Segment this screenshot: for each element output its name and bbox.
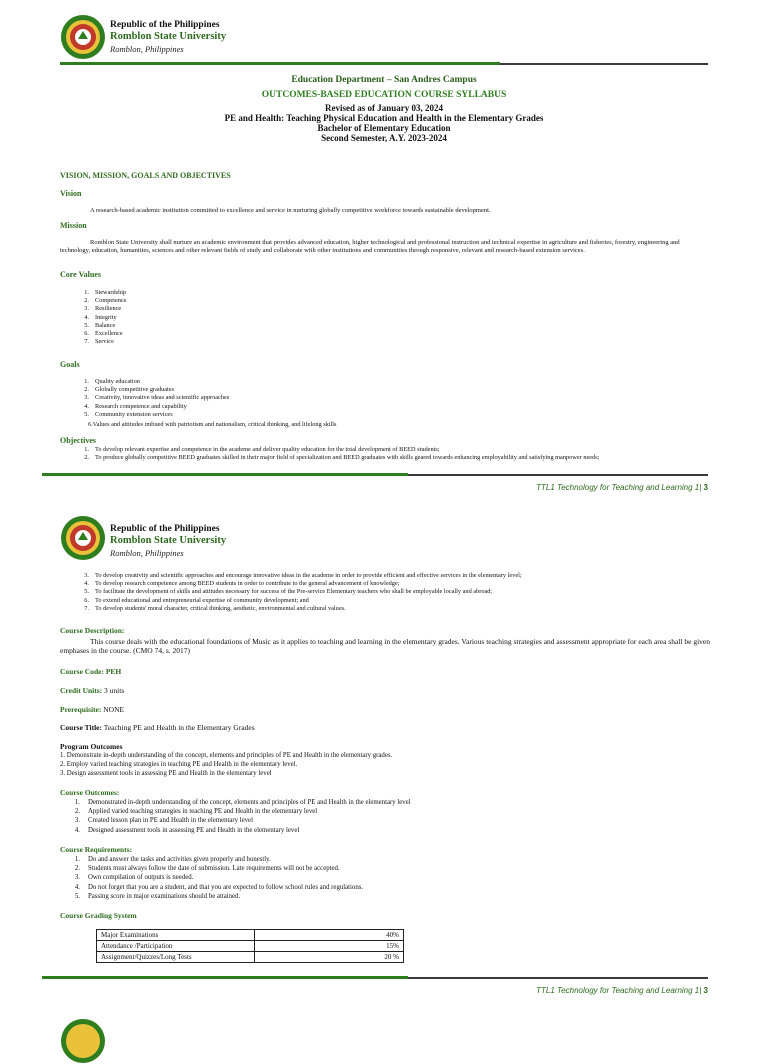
list-item: 3. Resilience <box>84 305 122 313</box>
revised-date: Revised as of January 03, 2024 <box>324 103 443 113</box>
grading-weight: 20 % <box>255 952 404 963</box>
program-outcomes-label: Program Outcomes <box>60 742 123 751</box>
program-name: Bachelor of Elementary Education <box>317 123 451 133</box>
grading-system-label: Course Grading System <box>60 911 137 920</box>
table-row <box>97 941 404 952</box>
goal-6: 6.Values and attitudes imbued with patriotism and nationalism, critical thinking, and lifelong skills <box>88 421 337 428</box>
list-item: 2. To produce globally competitive BEED graduates skilled in their major field of specialization and BEED graduates with skills geared towards enhancing employability and satisfying manpower needs; <box>84 454 600 462</box>
course-outcomes-label: Course Outcomes: <box>60 788 120 797</box>
header-rule-green <box>60 62 500 65</box>
syllabus-page-1 <box>0 0 768 498</box>
vision-label: Vision <box>60 189 82 198</box>
list-item: 1. To develop relevant expertise and competence in the academe and deliver quality education for the total development of BEED students; <box>84 446 440 453</box>
list-item: 4. To develop research competence among BEED students in order to contribute to the general advancement of knowledge; <box>84 580 400 588</box>
objectives-list <box>76 446 716 462</box>
course-requirements-list <box>60 855 710 901</box>
list-item: 4. Designed assessment tools in assessing PE and Health in the elementary level <box>74 826 300 834</box>
list-item: 1. Do and answer the tasks and activities given properly and honestly. <box>74 856 271 863</box>
list-item: 3. Created lesson plan in PE and Health in the elementary level <box>74 817 253 825</box>
list-item: 3. Creativity, innovative ideas and scientific approaches <box>84 394 230 402</box>
table-row <box>97 952 404 963</box>
list-item: 2. Applied varied teaching strategies in teaching PE and Health in the elementary level <box>74 808 318 816</box>
goals-list <box>76 378 229 419</box>
list-item: 1. Stewardship <box>84 289 127 296</box>
list-item: 2. Employ varied teaching strategies in teaching PE and Health in the elementary level. <box>60 761 298 769</box>
course-requirements-label: Course Requirements: <box>60 845 133 854</box>
list-item: 3. Own compilation of outputs is needed. <box>74 874 194 882</box>
header-rule-dark <box>500 63 708 65</box>
core-values-label: Core Values <box>60 270 101 279</box>
course-description-text: This course deals with the educational foundations of Music as it applies to teaching and learning in the elementary grades. Various teaching strategies and assessment appropriate for each area shall be given emphases in the course. (CMO 74, s. 2017) <box>60 637 710 655</box>
program-outcomes-list <box>60 751 710 779</box>
list-item: 5. To facilitate the development of skills and attitudes necessary for success of the Pre-service Elementary teachers who shall be employable locally and abroad; <box>84 588 493 596</box>
grading-item: Assignment/Quizzes/Long Tests <box>97 952 255 963</box>
grading-table <box>96 929 404 963</box>
list-item: 4. Research competence and capability <box>84 402 187 410</box>
university-seal-icon <box>60 1018 106 1064</box>
list-item: 4. Integrity <box>84 313 117 321</box>
course-title: Course Title: Teaching PE and Health in the Elementary Grades <box>60 723 255 732</box>
list-item: 5. Community extension services <box>84 410 173 418</box>
course-code: Course Code: PEH <box>60 667 122 676</box>
footer-rule-green <box>42 976 408 979</box>
prerequisite: Prerequisite: NONE <box>60 705 125 714</box>
university-header <box>110 523 226 559</box>
list-item: 7. Service <box>84 338 114 346</box>
goals-label: Goals <box>60 360 80 369</box>
grading-weight: 15% <box>255 941 404 952</box>
department-title: Education Department – San Andres Campus <box>291 75 477 85</box>
list-item: 1. Demonstrated in-depth understanding of the concept, elements and principles of PE and Health in the elementary level <box>74 799 411 806</box>
university-seal-icon <box>60 515 106 561</box>
list-item: 3. To develop creativity and scientific approaches and encourage innovative ideas in the academe in order to provide efficient and effective services in the elementary level; <box>84 572 522 579</box>
header-location: Romblon, Philippines <box>110 44 184 54</box>
university-header <box>110 19 226 55</box>
list-item: 4. Do not forget that you are a student, and that you are expected to follow school rules and regulations. <box>74 883 364 891</box>
list-item: 2. Competence <box>84 297 127 305</box>
syllabus-title: OUTCOMES-BASED EDUCATION COURSE SYLLABUS <box>261 90 507 100</box>
list-item: 6. Excellence <box>84 330 123 338</box>
credit-units: Credit Units: 3 units <box>60 686 125 695</box>
grading-weight: 40% <box>255 930 404 941</box>
list-item: 1. Demonstrate in-depth understanding of the concept, elements and principles of PE and Health in the elementary grades. <box>60 752 393 759</box>
page-footer: TTL1 Technology for Teaching and Learning 1| 3 <box>536 483 708 492</box>
list-item: 5. Passing score in major examinations should be attained. <box>74 892 241 900</box>
page-number: 3 <box>703 986 708 995</box>
list-item: 3. Design assessment tools in assessing PE and Health in the elementary level <box>60 770 272 778</box>
header-country: Republic of the Philippines <box>110 524 220 534</box>
core-values-list <box>76 289 126 346</box>
footer-rule-dark <box>408 474 708 476</box>
page-number: 3 <box>703 483 708 492</box>
header-university: Romblon State University <box>110 31 227 42</box>
objectives-label: Objectives <box>60 436 96 445</box>
objectives-list-continued <box>76 572 716 613</box>
list-item: 6. To extend educational and entrepreneurial expertise of community development; and <box>84 596 309 604</box>
university-seal-icon <box>60 14 106 60</box>
grading-item: Major Examinations <box>97 930 255 941</box>
footer-rule-green <box>42 473 408 476</box>
table-row <box>97 930 404 941</box>
list-item: 7. To develop students' moral character, critical thinking, aesthetic, environmental and cultural values. <box>84 604 346 612</box>
mission-text: Romblon State University shall nurture an academic environment that provides advanced education, higher technological and professional instruction and technical expertise in agriculture and fisheries, forestry, engineering and technology, education, humanities, sciences and other relevant fields of study and collaborate with other institutions and communities through responsive, relevant and research-based extension services. <box>60 239 680 254</box>
list-item: 1. Quality education <box>84 378 140 385</box>
list-item: 2. Globally competitive graduates <box>84 386 175 394</box>
header-location: Romblon, Philippines <box>110 548 184 558</box>
vision-text: A research-based academic institution committed to excellence and service in nurturing globally competitive workforce towards sustainable development. <box>90 207 491 214</box>
mission-label: Mission <box>60 221 87 230</box>
list-item: 5. Balance <box>84 321 116 329</box>
semester: Second Semester, A.Y. 2023-2024 <box>321 133 447 143</box>
vmgo-heading: VISION, MISSION, GOALS AND OBJECTIVES <box>60 171 231 180</box>
course-full-title: PE and Health: Teaching Physical Education and Health in the Elementary Grades <box>224 113 544 123</box>
list-item: 2. Students must always follow the date of submission. Late requirements will not be accepted. <box>74 865 340 873</box>
header-university: Romblon State University <box>110 535 227 546</box>
footer-rule-dark <box>408 977 708 979</box>
course-description-label: Course Description: <box>60 626 125 635</box>
page-footer: TTL1 Technology for Teaching and Learning 1| 3 <box>536 986 708 995</box>
header-country: Republic of the Philippines <box>110 20 220 30</box>
grading-item: Attendance /Participation <box>97 941 255 952</box>
syllabus-page-2 <box>0 510 768 1008</box>
course-outcomes-list <box>60 798 710 835</box>
